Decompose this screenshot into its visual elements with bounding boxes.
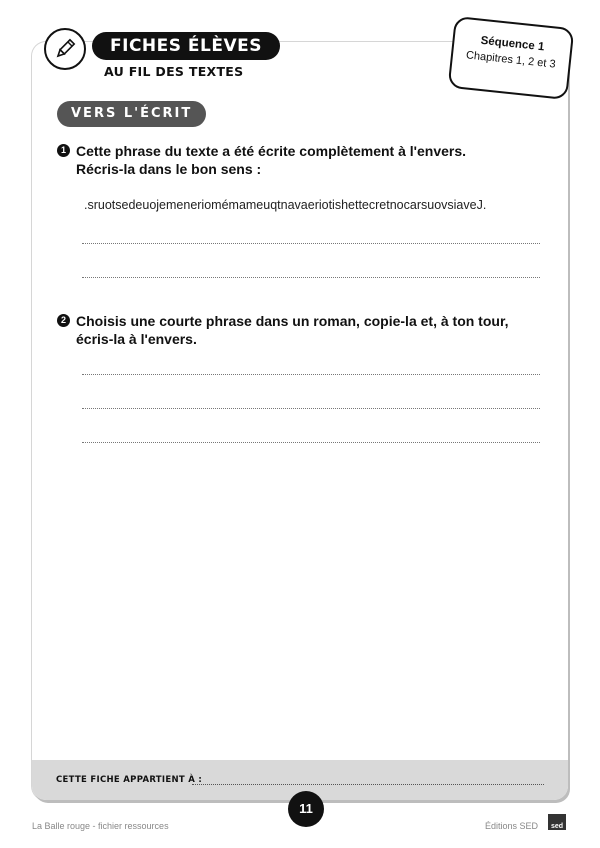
answer-line[interactable] [82, 277, 540, 278]
question-2-line-2: écris-la à l'envers. [76, 331, 197, 347]
question-number-badge: 2 [57, 314, 70, 327]
worksheet-title: FICHES ÉLÈVES [92, 32, 280, 60]
publisher-logo-text: sed [550, 823, 564, 830]
owner-name-line[interactable] [192, 784, 544, 785]
footer-book-title: La Balle rouge - fichier ressources [32, 821, 169, 831]
footer-publisher: Éditions SED [484, 821, 538, 831]
reversed-sentence: .sruotsedeuojemeneriomémameuqtnavaeriotishettecretnocarsuovsiaveJ. [84, 198, 487, 212]
question-2 [57, 312, 537, 348]
sequence-chapters: Chapitres 1, 2 et 3 [465, 49, 557, 71]
sequence-title: Séquence 1 [480, 34, 545, 54]
worksheet-subtitle: AU FIL DES TEXTES [104, 64, 244, 79]
owner-label: CETTE FICHE APPARTIENT À : [56, 775, 203, 785]
question-2-line-1: Choisis une courte phrase dans un roman, copie-la et, à ton tour, [76, 313, 509, 329]
publisher-logo [548, 814, 566, 830]
sequence-box [448, 16, 575, 100]
question-1 [57, 142, 537, 178]
section-title: VERS L'ÉCRIT [57, 101, 206, 127]
answer-line[interactable] [82, 243, 540, 244]
pencil-icon [54, 38, 76, 60]
page-number: 11 [288, 791, 324, 827]
question-number-badge: 1 [57, 144, 70, 157]
answer-line[interactable] [82, 442, 540, 443]
answer-line[interactable] [82, 374, 540, 375]
pencil-badge [44, 28, 86, 70]
question-1-line-2: Récris-la dans le bon sens : [76, 161, 262, 177]
question-1-line-1: Cette phrase du texte a été écrite complètement à l'envers. [76, 143, 467, 159]
answer-line[interactable] [82, 408, 540, 409]
